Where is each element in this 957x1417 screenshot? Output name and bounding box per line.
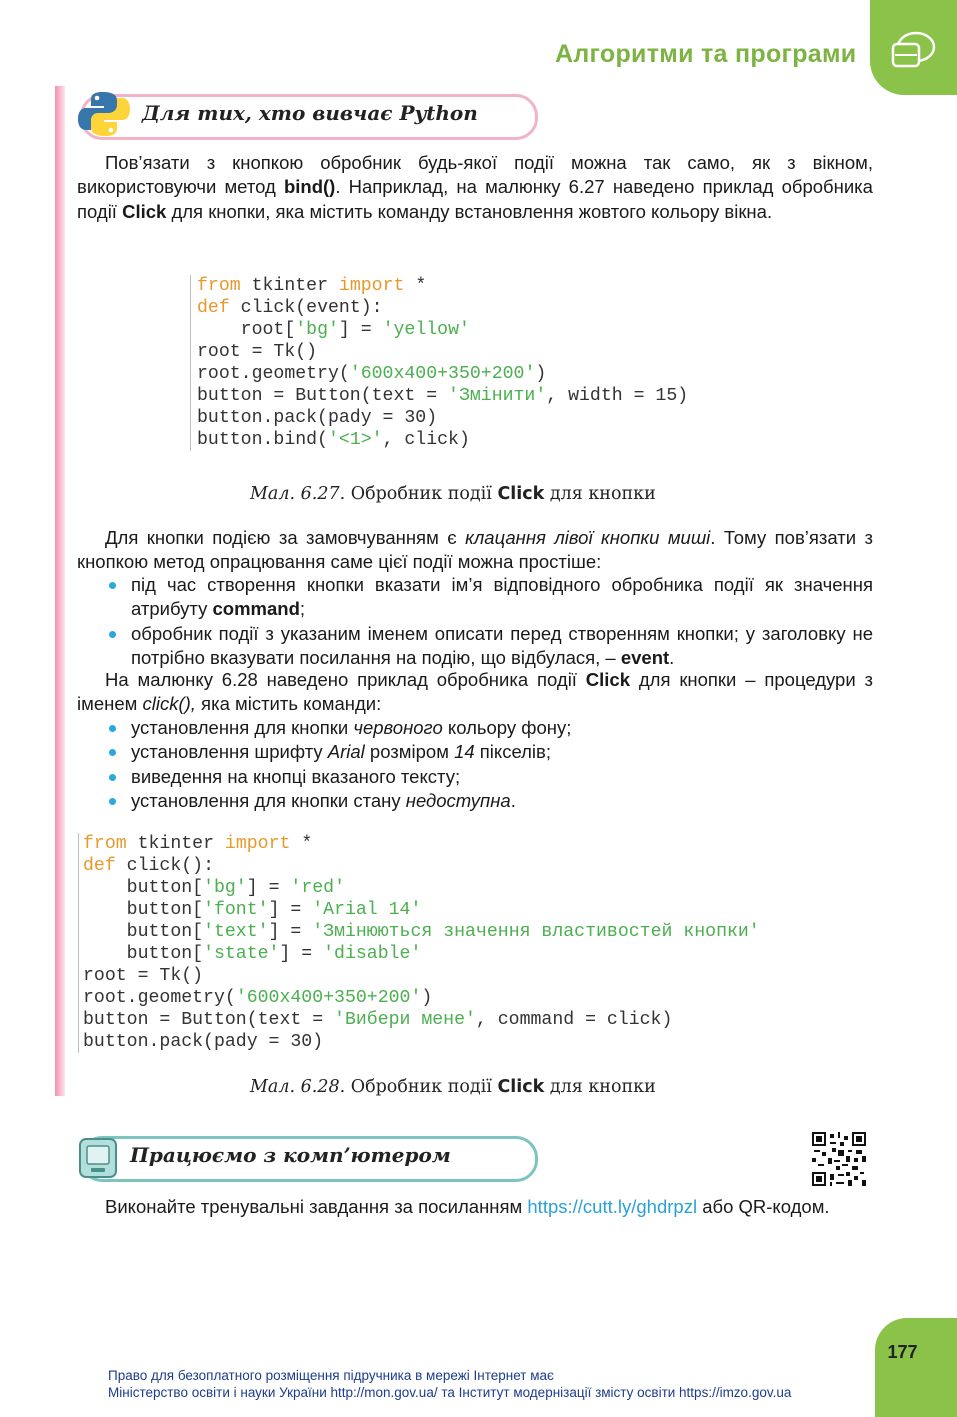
footer-line: Міністерство освіти і науки України http://mon.gov.ua/ та Інститут модернізації змісту освіти https://imzo.gov.ua	[108, 1385, 792, 1400]
page-header-title: Алгоритми та програми	[555, 40, 857, 68]
code-listing-6-28	[78, 833, 760, 1053]
list-item: виведення на кнопці вказаного тексту;	[107, 765, 873, 789]
code-line: root.geometry('600x400+350+200')	[83, 988, 433, 1008]
list-item: установлення для кнопки червоного кольору фону;	[107, 716, 873, 740]
list-item: обробник події з указаним іменем описати перед створенням кнопки; у заголовку не потрібно вказувати посилання на подію, що відбулася, – event.	[107, 622, 873, 671]
section-side-bar	[55, 86, 65, 1096]
figure-caption-6-28: Мал. 6.28. Обробник події Click для кнопки	[250, 1077, 656, 1097]
exercise-link[interactable]: https://cutt.ly/ghdrpzl	[527, 1196, 698, 1217]
code-line: button['font'] = 'Arial 14'	[83, 900, 422, 920]
code-line: root = Tk()	[83, 966, 204, 986]
list-item: установлення шрифту Arial розміром 14 пікселів;	[107, 740, 873, 764]
code-listing-6-27	[190, 275, 688, 451]
bullet-list-commands	[107, 716, 873, 813]
qr-code-image[interactable]	[812, 1132, 866, 1186]
code-line: button['bg'] = 'red'	[83, 878, 345, 898]
code-line: button = Button(text = 'Змінити', width = 15)	[197, 386, 689, 406]
bullet-list-command	[107, 573, 873, 670]
code-line: def click():	[83, 856, 214, 876]
code-line: button.bind('<1>', click)	[197, 430, 470, 450]
code-line: button.pack(pady = 30)	[83, 1032, 324, 1052]
paragraph-exercise-link: Виконайте тренувальні завдання за посиланням https://cutt.ly/ghdrpzl або QR-кодом.	[105, 1196, 830, 1217]
code-line: root.geometry('600x400+350+200')	[197, 364, 547, 384]
python-logo-icon	[76, 88, 132, 140]
code-line: from tkinter import *	[197, 276, 427, 296]
footer-rights-notice	[108, 1367, 791, 1401]
paragraph-default-event: Для кнопки подією за замовчуванням є клацання лівої кнопки миші. Тому пов’язати з кнопкою метод опрацювання саме цієї події можна простіше:	[77, 527, 874, 573]
code-line: button['text'] = 'Змінюються значення властивостей кнопки'	[83, 922, 760, 942]
computer-section-title: Працюємо з комп’ютером	[130, 1143, 451, 1167]
figure-caption-6-27: Мал. 6.27. Обробник події Click для кнопки	[250, 484, 656, 504]
code-line: button['state'] = 'disable'	[83, 944, 422, 964]
paragraph-figure-6-28-intro: На малюнку 6.28 наведено приклад обробника події Click для кнопки – процедури з іменем click(), яка містить команди:	[77, 669, 873, 715]
page-number: 177	[887, 1342, 918, 1362]
code-line: def click(event):	[197, 298, 383, 318]
code-line: button.pack(pady = 30)	[197, 408, 438, 428]
code-line: root = Tk()	[197, 342, 318, 362]
computer-screen-icon	[78, 1137, 118, 1179]
list-item: під час створення кнопки вказати ім’я відповідного обробника події як значення атрибуту command;	[107, 573, 873, 622]
disk-drive-icon	[890, 30, 936, 70]
code-line: button = Button(text = 'Вибери мене', command = click)	[83, 1010, 673, 1030]
page-number-tab	[875, 1318, 957, 1417]
code-line: from tkinter import *	[83, 834, 313, 854]
paragraph-bind-intro: Пов’язати з кнопкою обробник будь-якої події можна так само, як з вікном, використовуючи метод bind(). Наприклад, на малюнку 6.27 наведено приклад обробника події Click для кнопки, яка містить команду встановлення жовтого кольору вікна.	[77, 152, 873, 222]
list-item: установлення для кнопки стану недоступна.	[107, 789, 873, 813]
python-section-title: Для тих, хто вивчає Python	[142, 101, 478, 125]
code-line: root['bg'] = 'yellow'	[197, 320, 470, 340]
footer-line: Право для безоплатного розміщення підручника в мережі Інтернет має	[108, 1368, 554, 1383]
